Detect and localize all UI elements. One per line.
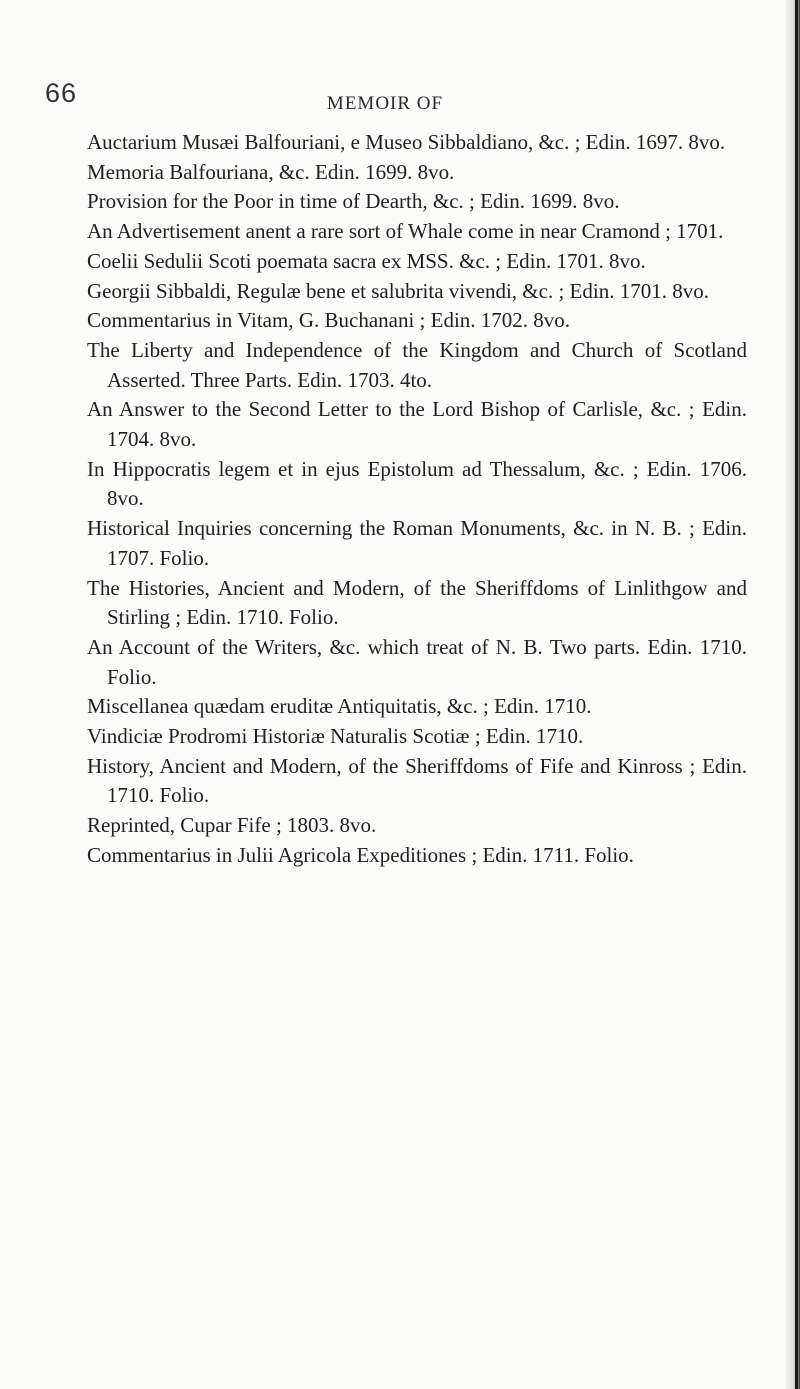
list-item: Commentarius in Vitam, G. Buchanani ; Edin. 1702. 8vo. xyxy=(87,308,571,333)
list-item: Miscellanea quædam eruditæ Antiquitatis, &c. ; Edin. 1710. xyxy=(87,694,592,719)
list-item: Auctarium Musæi Balfouriani, e Museo Sibbaldiano, &c. ; Edin. 1697. 8vo. xyxy=(87,130,726,154)
list-item: Memoria Balfouriana, &c. Edin. 1699. 8vo. xyxy=(87,159,455,184)
page-edge-line xyxy=(795,0,798,1389)
list-item: Commentarius in Julii Agricola Expeditiones ; Edin. 1711. Folio. xyxy=(87,842,634,867)
list-item: Provision for the Poor in time of Dearth, &c. ; Edin. 1699. 8vo. xyxy=(87,189,620,214)
list-item: An Advertisement anent a rare sort of Whale come in near Cramond ; 1701. xyxy=(87,219,724,244)
list-item: An Answer to the Second Letter to the Lord Bishop of Carlisle, &c. ; Edin. 1704. 8vo. xyxy=(87,397,747,452)
list-item: Coelii Sedulii Scoti poemata sacra ex MSS. &c. ; Edin. 1701. 8vo. xyxy=(87,248,646,273)
list-item: The Histories, Ancient and Modern, of the Sheriffdoms of Linlithgow and Stirling ; Edin. 1710. Folio. xyxy=(87,575,747,630)
list-item: Reprinted, Cupar Fife ; 1803. 8vo. xyxy=(87,813,377,838)
running-head: MEMOIR OF xyxy=(326,93,444,114)
list-item: History, Ancient and Modern, of the Sheriffdoms of Fife and Kinross ; Edin. 1710. Folio. xyxy=(87,753,747,808)
list-item: An Account of the Writers, &c. which treat of N. B. Two parts. Edin. 1710. Folio. xyxy=(87,634,747,689)
list-item: In Hippocratis legem et in ejus Epistolum ad Thessalum, &c. ; Edin. 1706. 8vo. xyxy=(87,456,747,511)
bibliography-list xyxy=(87,128,747,871)
list-item: The Liberty and Independence of the Kingdom and Church of Scotland Asserted. Three Parts. Edin. 1703. 4to. xyxy=(87,337,747,392)
page-number: 66 xyxy=(45,78,78,108)
list-item: Georgii Sibbaldi, Regulæ bene et salubrita vivendi, &c. ; Edin. 1701. 8vo. xyxy=(87,278,709,303)
list-item: Historical Inquiries concerning the Roman Monuments, &c. in N. B. ; Edin. 1707. Folio. xyxy=(87,516,747,570)
list-item: Vindiciæ Prodromi Historiæ Naturalis Scotiæ ; Edin. 1710. xyxy=(87,724,584,749)
